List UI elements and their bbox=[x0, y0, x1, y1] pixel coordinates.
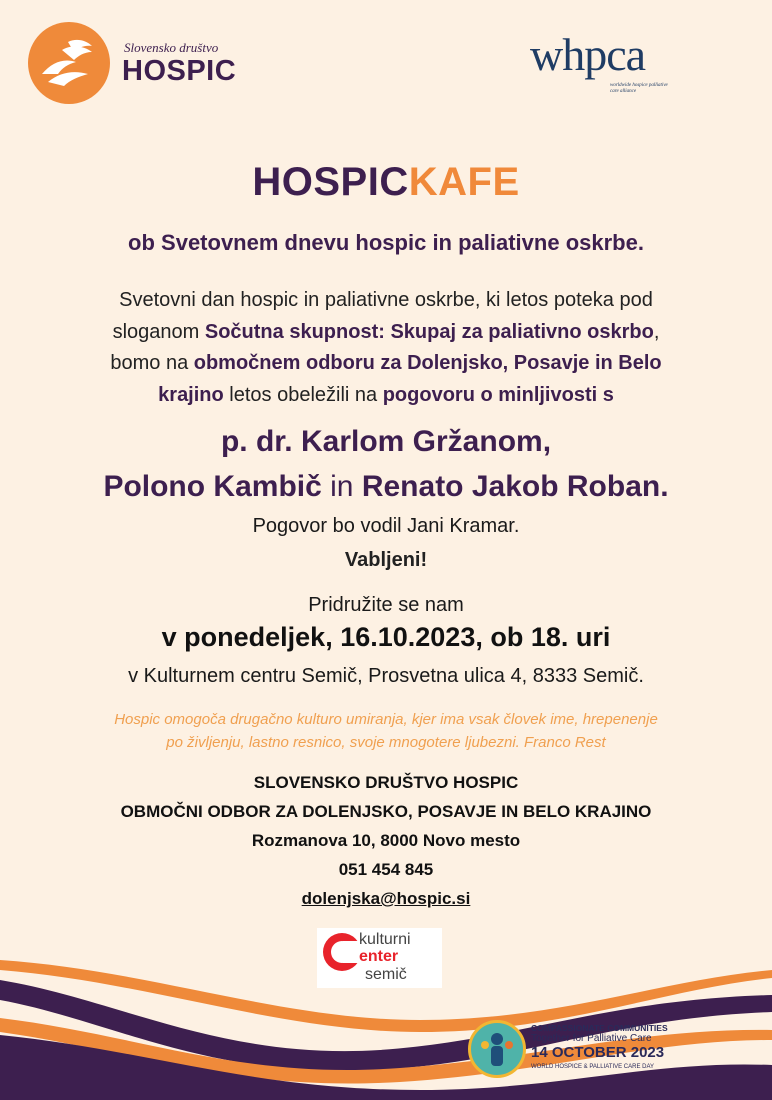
kulturni-center-text-2: enter bbox=[359, 948, 399, 965]
moderator: Pogovor bo vodil Jani Kramar. bbox=[252, 515, 520, 537]
badge-line-1: COMPASSIONATE COMMUNITIES bbox=[531, 1023, 668, 1033]
intro-committee: krajino bbox=[158, 383, 224, 406]
org-branch: OBMOČNI ODBOR ZA DOLENJSKO, POSAVJE IN BELO KRAJINO bbox=[120, 802, 652, 821]
guest-3: Renato Jakob Roban. bbox=[361, 470, 669, 503]
hospic-logo-name: HOSPIC bbox=[122, 55, 237, 87]
intro-committee: območnem odboru za Dolenjsko, Posavje in Belo bbox=[193, 352, 662, 374]
org-name: SLOVENSKO DRUŠTVO HOSPIC bbox=[253, 773, 519, 792]
intro-text: sloganom bbox=[112, 320, 205, 343]
whpca-logo-tagline: worldwide hospice palliative care alliance bbox=[610, 83, 668, 94]
intro-text: , bbox=[653, 320, 660, 343]
quote-line: po življenju, lastno resnico, svoje mnogotere ljubezni. Franco Rest bbox=[166, 734, 606, 751]
intro-paragraph bbox=[0, 285, 772, 411]
organization-block bbox=[0, 768, 772, 913]
event-date: v ponedeljek, 16.10.2023, ob 18. uri bbox=[161, 622, 611, 652]
hospic-logo bbox=[28, 22, 258, 112]
org-address: Rozmanova 10, 8000 Novo mesto bbox=[251, 831, 521, 850]
badge-line-3: 14 OCTOBER 2023 bbox=[531, 1044, 665, 1061]
org-email-link[interactable]: dolenjska@hospic.si bbox=[301, 889, 471, 908]
intro-slogan: Sočutna skupnost: Skupaj za paliativno oskrbo bbox=[204, 320, 654, 343]
whpca-logo bbox=[530, 28, 670, 98]
guests-conjunction: in bbox=[321, 470, 362, 503]
hands-icon bbox=[28, 22, 110, 104]
title-kafe: KAFE bbox=[408, 160, 520, 204]
quote bbox=[0, 708, 772, 754]
community-people-icon bbox=[468, 1020, 526, 1078]
kulturni-center-text-1: kulturni bbox=[359, 931, 411, 948]
welcome: Vabljeni! bbox=[344, 549, 428, 571]
intro-text: Svetovni dan hospic in paliativne oskrbe, ki letos poteka pod bbox=[119, 289, 653, 311]
badge-line-4: WORLD HOSPICE & PALLIATIVE CARE DAY bbox=[531, 1064, 655, 1070]
kulturni-center-logo bbox=[317, 928, 442, 988]
join-text: Pridružite se nam bbox=[308, 594, 464, 616]
intro-text: letos obeležili na bbox=[223, 383, 383, 406]
intro-event: pogovoru o minljivosti s bbox=[382, 383, 614, 406]
badge-line-2: Together for Palliative Care bbox=[531, 1033, 652, 1044]
title-hospic: HOSPIC bbox=[252, 160, 409, 204]
guests-line-2 bbox=[0, 470, 772, 504]
page-title bbox=[0, 160, 772, 205]
guest-2: Polono Kambič bbox=[103, 470, 322, 503]
intro-text: bomo na bbox=[110, 352, 194, 374]
quote-line: Hospic omogoča drugačno kulturo umiranja, kjer ima vsak človek ime, hrepenenje bbox=[114, 711, 658, 728]
hospic-logo-society: Slovensko društvo bbox=[124, 40, 219, 55]
subtitle: ob Svetovnem dnevu hospic in paliativne oskrbe. bbox=[128, 230, 644, 255]
world-hospice-day-badge bbox=[468, 1020, 678, 1082]
whpca-logo-word: whpca bbox=[530, 29, 646, 80]
event-venue: v Kulturnem centru Semič, Prosvetna ulica 4, 8333 Semič. bbox=[128, 665, 644, 687]
org-phone: 051 454 845 bbox=[338, 860, 434, 879]
kulturni-center-text-3: semič bbox=[365, 966, 407, 983]
guest-1: p. dr. Karlom Gržanom, bbox=[220, 425, 552, 458]
